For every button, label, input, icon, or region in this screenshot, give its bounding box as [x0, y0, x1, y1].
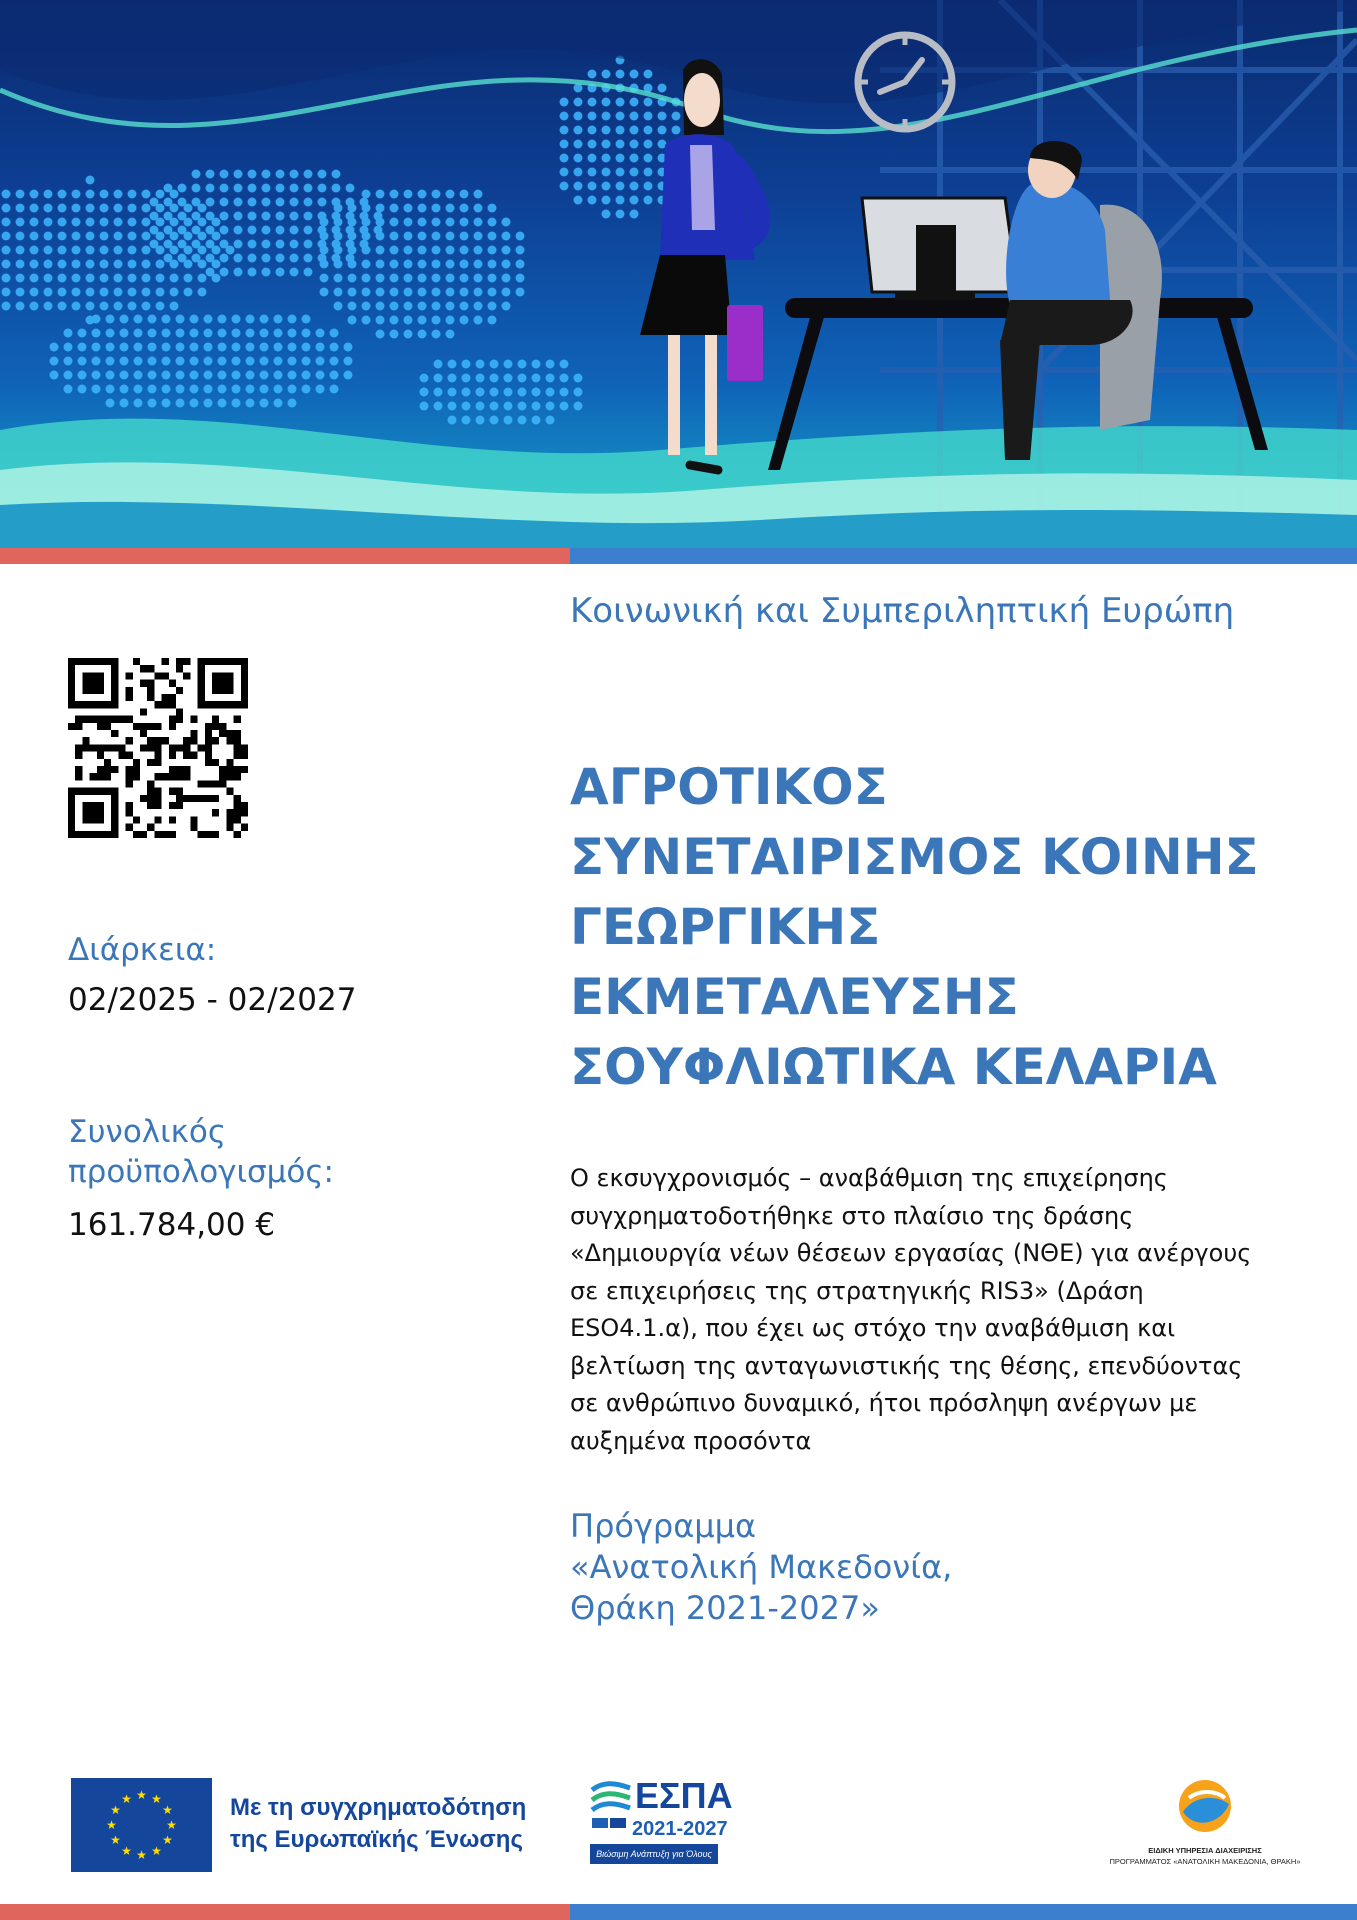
eu-star: ★ — [106, 1818, 117, 1832]
duration-label: Διάρκεια: — [68, 932, 217, 968]
qr-code[interactable] — [68, 658, 248, 838]
eu-star: ★ — [162, 1803, 173, 1817]
divider-bar-blue — [570, 548, 1357, 564]
managing-authority-line: ΕΙΔΙΚΗ ΥΠΗΡΕΣΙΑ ΔΙΑΧΕΙΡΙΣΗΣ — [1148, 1846, 1262, 1855]
espa-slogan: Βιώσιμη Ανάπτυξη για Όλους — [590, 1844, 718, 1864]
eu-star: ★ — [110, 1803, 121, 1817]
espa-logo — [590, 1775, 740, 1868]
programme-line: «Ανατολική Μακεδονία, — [570, 1548, 953, 1586]
hero-illustration — [0, 0, 1357, 548]
eu-star: ★ — [121, 1843, 132, 1858]
espa-years: 2021-2027 — [632, 1818, 728, 1840]
eu-star: ★ — [136, 1788, 147, 1802]
budget-label: Συνολικός προϋπολογισμός: — [68, 1114, 334, 1190]
eu-cofunding-text — [230, 1792, 570, 1856]
eu-star: ★ — [162, 1833, 173, 1847]
budget-value: 161.784,00 € — [68, 1207, 276, 1243]
wave-top — [0, 0, 1357, 103]
beneficiary-name: ΑΓΡΟΤΙΚΟΣ ΣΥΝΕΤΑΙΡΙΣΜΟΣ ΚΟΙΝΗΣ ΓΕΩΡΓΙΚΗΣ ΕΚΜΕΤΑΛΕΥΣΗΣ ΣΟΥΦΛΙΩΤΙΚΑ ΚΕΛΑΡΙΑ — [570, 758, 1259, 1096]
duration-value: 02/2025 - 02/2027 — [68, 982, 357, 1018]
eu-star: ★ — [151, 1792, 162, 1807]
footer-bar-red — [0, 1904, 570, 1920]
eu-text-line: της Ευρωπαϊκής Ένωσης — [230, 1826, 523, 1853]
project-description: Ο εκσυγχρονισμός – αναβάθμιση της επιχείρησης συγχρηματοδοτήθηκε στο πλαίσιο της δράσης «Δημιουργία νέων θέσεων εργασίας (ΝΘΕ) για ανέργους σε επιχειρήσεις της στρατηγικής RIS3» (Δράση ESO4.1.α), που έχει ως στόχο την αναβάθμιση και βελτίωση της ανταγωνιστικής της θέσης, επενδύοντας σε ανθρώπινο δυναμικό, ήτοι πρόσληψη ανέργων με αυξημένα προσόντα — [570, 1164, 1252, 1455]
eu-star: ★ — [166, 1818, 177, 1832]
programme-name — [570, 1506, 1170, 1629]
eu-stars-ring — [71, 1778, 212, 1872]
programme-line: Θράκη 2021-2027» — [570, 1589, 880, 1627]
world-map-dots — [0, 56, 681, 425]
espa-title: ΕΣΠΑ — [635, 1775, 733, 1816]
footer-bar-blue — [570, 1904, 1357, 1920]
eu-text-line: Με τη συγχρηματοδότηση — [230, 1794, 527, 1821]
thematic-category: Κοινωνική και Συμπεριληπτική Ευρώπη — [570, 591, 1235, 631]
eu-star: ★ — [110, 1833, 121, 1847]
programme-line: Πρόγραμμα — [570, 1507, 757, 1545]
eu-star: ★ — [151, 1843, 162, 1858]
eu-flag — [71, 1778, 212, 1872]
divider-bar-red — [0, 548, 570, 564]
eu-star: ★ — [121, 1792, 132, 1807]
managing-authority-logo — [1100, 1776, 1310, 1870]
computer-monitor — [862, 198, 1018, 300]
eu-star: ★ — [136, 1848, 147, 1862]
managing-authority-emblem — [1175, 1776, 1235, 1836]
managing-authority-line: ΠΡΟΓΡΑΜΜΑΤΟΣ «ΑΝΑΤΟΛΙΚΗ ΜΑΚΕΔΟΝΙΑ, ΘΡΑΚΗ» — [1109, 1857, 1301, 1866]
espa-waves-icon — [590, 1778, 634, 1838]
